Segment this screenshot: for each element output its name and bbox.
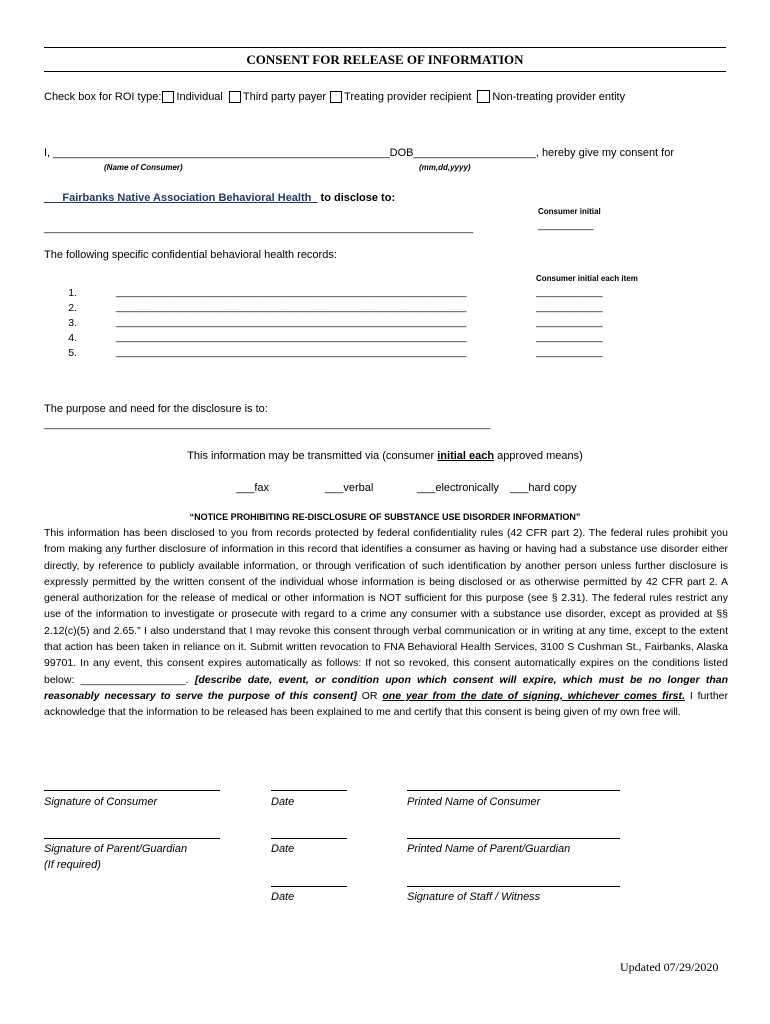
staff-date-line[interactable] [271, 886, 347, 887]
title-rule-top [44, 47, 726, 48]
record-field[interactable]: _______________________________________________________________ [116, 332, 467, 343]
consumer-date-line[interactable] [271, 790, 347, 791]
guardian-date-line[interactable] [271, 838, 347, 839]
record-initial-field[interactable]: ____________ [536, 317, 603, 328]
transmission-emphasis: initial each [437, 450, 495, 462]
title-rule-bottom [44, 71, 726, 72]
consumer-name-dob-line[interactable]: I, _______________________________________________________DOB____________________, hereby give my consent for [44, 147, 675, 159]
roi-type-row [44, 90, 625, 103]
records-intro: The following specific confidential behavioral health records: [44, 249, 337, 261]
notice-body [44, 525, 728, 721]
consumer-signature-line[interactable] [44, 790, 220, 791]
list-item-number: 5. [68, 347, 77, 359]
electronic-option[interactable]: ___electronically [417, 482, 499, 494]
expiration-default: one year from the date of signing, whichever comes first. [382, 689, 685, 702]
if-required-label: (If required) [44, 859, 101, 871]
roi-individual-label: Individual [176, 90, 223, 103]
record-field[interactable]: _______________________________________________________________ [116, 347, 467, 358]
purpose-field[interactable]: ____________________________________________________________________________________ [44, 419, 491, 430]
date-label: Date [271, 891, 295, 903]
dob-format-caption: (mm,dd,yyyy) [419, 163, 471, 172]
organization-name: ___Fairbanks Native Association Behavioral Health_ [44, 192, 318, 204]
signature-of-staff-label: Signature of Staff / Witness [407, 891, 541, 903]
updated-date: Updated 07/29/2020 [620, 960, 719, 974]
date-label: Date [271, 843, 295, 855]
acknowledgement-text: I further acknowledge that the information to be released has been explained to me and certify that this consent is being given of my own free will. [44, 689, 728, 719]
transmission-prefix: This information may be transmitted via (consumer [187, 450, 438, 462]
roi-treating-provider-checkbox[interactable] [330, 91, 342, 103]
name-of-consumer-caption: (Name of Consumer) [104, 163, 183, 172]
notice-text: This information has been disclosed to you from records protected by federal confidentiality rules (42 CFR part 2). The federal rules prohibit you from making any further disclosure of information in this record that identifies a consumer as having or having had a substance use disorder either directly, by reference to publicly available information, or through verification of such identification by another person unless further disclosure is expressly permitted by the written consent of the individual whose information is being disclosed or as otherwise permitted by 42 CFR part 2. A general authorization for the release of medical or other information is NOT sufficient for this purpose (see § 2.31). The federal rules restrict any use of the information to investigate or prosecute with regard to a crime any consumer with a substance use disorder, except as provided at §§ 2.12(c)(5) and 2.65.” I also understand that I may revoke this consent through verbal communication or in writing at any time, except to the extent that action has been taken in reliance on it. Submit written revocation to FNA Behavioral Health Services, 3100 S Cushman St., Fairbanks, Alaska 99701. In any event, this consent expires automatically as follows: If not so revoked, this consent automatically expires on the conditions listed below: __________________. [44, 527, 728, 686]
record-field[interactable]: _______________________________________________________________ [116, 287, 467, 298]
expiration-instruction: [describe date, event, or condition upon which consent will expire, which must be no longer than reasonably necessary to serve the purpose of this consent] [44, 673, 728, 702]
hardcopy-option[interactable]: ___hard copy [510, 482, 577, 494]
list-item-number: 2. [68, 302, 77, 314]
notice-heading: “NOTICE PROHIBITING RE-DISCLOSURE OF SUBSTANCE USE DISORDER INFORMATION” [189, 512, 581, 522]
recipient-field[interactable]: ________________________________________________________________________________ [44, 223, 473, 234]
record-initial-field[interactable]: ____________ [536, 347, 603, 358]
date-label: Date [271, 796, 295, 808]
roi-non-treating-label: Non-treating provider entity [492, 90, 626, 103]
roi-third-party-checkbox[interactable] [229, 91, 241, 103]
printed-name-consumer-label: Printed Name of Consumer [407, 796, 541, 808]
transmission-suffix: approved means) [494, 450, 583, 462]
roi-individual-checkbox[interactable] [162, 91, 174, 103]
notice-or: OR [356, 689, 383, 702]
signature-of-guardian-label: Signature of Parent/Guardian [44, 843, 188, 855]
record-initial-field[interactable]: ____________ [536, 302, 603, 313]
roi-treating-provider-label: Treating provider recipient [344, 90, 472, 103]
recipient-initial-field[interactable]: __________ [538, 220, 594, 231]
guardian-printed-name-line[interactable] [407, 838, 620, 839]
roi-type-label: Check box for ROI type: [44, 90, 162, 103]
consumer-initial-each-label: Consumer initial each item [536, 274, 638, 283]
verbal-option[interactable]: ___verbal [325, 482, 374, 494]
fax-option[interactable]: ___fax [236, 482, 270, 494]
record-initial-field[interactable]: ____________ [536, 332, 603, 343]
staff-signature-line[interactable] [407, 886, 620, 887]
guardian-signature-line[interactable] [44, 838, 220, 839]
consumer-printed-name-line[interactable] [407, 790, 620, 791]
roi-third-party-label: Third party payer [242, 90, 327, 103]
roi-non-treating-checkbox[interactable] [477, 90, 490, 103]
printed-name-guardian-label: Printed Name of Parent/Guardian [407, 843, 571, 855]
to-disclose-label: to disclose to: [317, 192, 396, 204]
consumer-initial-label: Consumer initial [538, 207, 601, 216]
record-initial-field[interactable]: ____________ [536, 287, 603, 298]
record-field[interactable]: _______________________________________________________________ [116, 317, 467, 328]
signature-of-consumer-label: Signature of Consumer [44, 796, 158, 808]
purpose-label: The purpose and need for the disclosure is to: [44, 403, 268, 415]
list-item-number: 4. [68, 332, 77, 344]
transmission-statement [0, 450, 770, 462]
record-field[interactable]: _______________________________________________________________ [116, 302, 467, 313]
list-item-number: 3. [68, 317, 77, 329]
form-title: CONSENT FOR RELEASE OF INFORMATION [246, 52, 524, 67]
disclosing-organization-line [44, 192, 395, 204]
list-item-number: 1. [68, 287, 77, 299]
